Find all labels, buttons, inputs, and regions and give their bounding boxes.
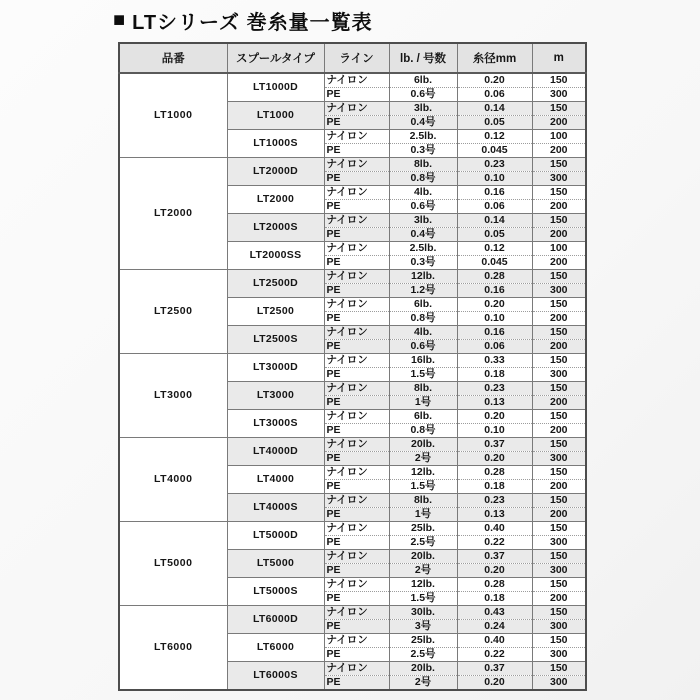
diameter-cell: 0.28 [457, 466, 532, 480]
line-type-cell: PE [324, 284, 389, 298]
table-row [119, 73, 586, 88]
length-cell: 150 [532, 73, 586, 88]
length-cell: 150 [532, 326, 586, 340]
length-cell: 150 [532, 438, 586, 452]
lb-cell: 1.5号 [389, 480, 457, 494]
line-type-cell: ナイロン [324, 298, 389, 312]
length-cell: 200 [532, 480, 586, 494]
diameter-cell: 0.20 [457, 73, 532, 88]
line-type-cell: PE [324, 592, 389, 606]
length-cell: 300 [532, 172, 586, 186]
line-type-cell: PE [324, 424, 389, 438]
table-row [119, 270, 586, 284]
spool-cell: LT5000D [227, 522, 324, 550]
diameter-cell: 0.12 [457, 130, 532, 144]
lb-cell: 1.5号 [389, 368, 457, 382]
line-type-cell: PE [324, 676, 389, 691]
diameter-cell: 0.06 [457, 200, 532, 214]
lb-cell: 25lb. [389, 634, 457, 648]
diameter-cell: 0.16 [457, 186, 532, 200]
diameter-cell: 0.22 [457, 536, 532, 550]
header-length: m [532, 43, 586, 73]
length-cell: 150 [532, 550, 586, 564]
length-cell: 150 [532, 634, 586, 648]
lb-cell: 4lb. [389, 186, 457, 200]
line-type-cell: ナイロン [324, 214, 389, 228]
diameter-cell: 0.13 [457, 508, 532, 522]
page-title [113, 6, 373, 35]
spool-cell: LT4000 [227, 466, 324, 494]
spool-cell: LT2000SS [227, 242, 324, 270]
model-cell-lt4000: LT4000 [119, 438, 227, 522]
line-type-cell: PE [324, 200, 389, 214]
header-row [119, 43, 586, 73]
lb-cell: 6lb. [389, 298, 457, 312]
length-cell: 300 [532, 564, 586, 578]
diameter-cell: 0.06 [457, 340, 532, 354]
table-row [119, 522, 586, 536]
table-body [119, 73, 586, 690]
lb-cell: 1号 [389, 508, 457, 522]
diameter-cell: 0.10 [457, 424, 532, 438]
line-type-cell: ナイロン [324, 522, 389, 536]
length-cell: 150 [532, 214, 586, 228]
length-cell: 300 [532, 676, 586, 691]
spool-cell: LT2500S [227, 326, 324, 354]
diameter-cell: 0.10 [457, 312, 532, 326]
line-type-cell: PE [324, 228, 389, 242]
spool-cell: LT2000S [227, 214, 324, 242]
line-type-cell: ナイロン [324, 662, 389, 676]
line-type-cell: ナイロン [324, 158, 389, 172]
line-type-cell: PE [324, 312, 389, 326]
lb-cell: 0.8号 [389, 424, 457, 438]
lb-cell: 12lb. [389, 466, 457, 480]
diameter-cell: 0.20 [457, 410, 532, 424]
diameter-cell: 0.12 [457, 242, 532, 256]
diameter-cell: 0.43 [457, 606, 532, 620]
lb-cell: 16lb. [389, 354, 457, 368]
diameter-cell: 0.18 [457, 592, 532, 606]
line-capacity-table [118, 42, 587, 691]
spool-cell: LT2500 [227, 298, 324, 326]
lb-cell: 8lb. [389, 158, 457, 172]
diameter-cell: 0.16 [457, 326, 532, 340]
diameter-cell: 0.20 [457, 564, 532, 578]
lb-cell: 2.5lb. [389, 130, 457, 144]
line-type-cell: PE [324, 144, 389, 158]
diameter-cell: 0.40 [457, 634, 532, 648]
line-type-cell: ナイロン [324, 354, 389, 368]
line-type-cell: PE [324, 88, 389, 102]
lb-cell: 0.6号 [389, 88, 457, 102]
diameter-cell: 0.37 [457, 438, 532, 452]
length-cell: 150 [532, 102, 586, 116]
line-type-cell: ナイロン [324, 634, 389, 648]
line-type-cell: PE [324, 396, 389, 410]
length-cell: 300 [532, 284, 586, 298]
spool-cell: LT1000S [227, 130, 324, 158]
spool-cell: LT2500D [227, 270, 324, 298]
length-cell: 200 [532, 424, 586, 438]
length-cell: 150 [532, 606, 586, 620]
line-type-cell: PE [324, 564, 389, 578]
diameter-cell: 0.24 [457, 620, 532, 634]
line-type-cell: ナイロン [324, 578, 389, 592]
line-type-cell: ナイロン [324, 186, 389, 200]
line-type-cell: PE [324, 508, 389, 522]
line-type-cell: ナイロン [324, 242, 389, 256]
lb-cell: 6lb. [389, 73, 457, 88]
lb-cell: 2号 [389, 676, 457, 691]
length-cell: 300 [532, 648, 586, 662]
line-type-cell: ナイロン [324, 382, 389, 396]
line-type-cell: PE [324, 648, 389, 662]
lb-cell: 0.8号 [389, 172, 457, 186]
header-line: ライン [324, 43, 389, 73]
diameter-cell: 0.045 [457, 256, 532, 270]
header-spool-type: スプールタイプ [227, 43, 324, 73]
line-type-cell: ナイロン [324, 130, 389, 144]
lb-cell: 0.3号 [389, 144, 457, 158]
length-cell: 150 [532, 354, 586, 368]
length-cell: 150 [532, 494, 586, 508]
diameter-cell: 0.20 [457, 298, 532, 312]
table-row [119, 354, 586, 368]
length-cell: 150 [532, 410, 586, 424]
lb-cell: 4lb. [389, 326, 457, 340]
diameter-cell: 0.37 [457, 662, 532, 676]
line-type-cell: PE [324, 620, 389, 634]
lb-cell: 1.2号 [389, 284, 457, 298]
lb-cell: 30lb. [389, 606, 457, 620]
diameter-cell: 0.05 [457, 228, 532, 242]
table-row [119, 438, 586, 452]
table-row [119, 158, 586, 172]
length-cell: 200 [532, 396, 586, 410]
length-cell: 150 [532, 382, 586, 396]
diameter-cell: 0.10 [457, 172, 532, 186]
lb-cell: 0.6号 [389, 200, 457, 214]
length-cell: 150 [532, 578, 586, 592]
line-type-cell: PE [324, 256, 389, 270]
spool-cell: LT6000 [227, 634, 324, 662]
spool-cell: LT5000 [227, 550, 324, 578]
length-cell: 100 [532, 130, 586, 144]
length-cell: 150 [532, 466, 586, 480]
line-type-cell: PE [324, 172, 389, 186]
line-type-cell: PE [324, 340, 389, 354]
diameter-cell: 0.23 [457, 382, 532, 396]
length-cell: 200 [532, 508, 586, 522]
lb-cell: 8lb. [389, 382, 457, 396]
diameter-cell: 0.14 [457, 102, 532, 116]
diameter-cell: 0.13 [457, 396, 532, 410]
header-lb: lb. / 号数 [389, 43, 457, 73]
title-bullet-icon: ■ [113, 8, 127, 31]
lb-cell: 3lb. [389, 102, 457, 116]
lb-cell: 0.3号 [389, 256, 457, 270]
spool-cell: LT4000S [227, 494, 324, 522]
length-cell: 150 [532, 186, 586, 200]
spool-cell: LT2000 [227, 186, 324, 214]
lb-cell: 0.4号 [389, 228, 457, 242]
line-type-cell: PE [324, 116, 389, 130]
diameter-cell: 0.16 [457, 284, 532, 298]
lb-cell: 0.8号 [389, 312, 457, 326]
length-cell: 150 [532, 298, 586, 312]
lb-cell: 8lb. [389, 494, 457, 508]
lb-cell: 3lb. [389, 214, 457, 228]
line-type-cell: ナイロン [324, 326, 389, 340]
length-cell: 300 [532, 452, 586, 466]
lb-cell: 1.5号 [389, 592, 457, 606]
diameter-cell: 0.22 [457, 648, 532, 662]
length-cell: 300 [532, 88, 586, 102]
spool-cell: LT1000 [227, 102, 324, 130]
line-type-cell: PE [324, 536, 389, 550]
lb-cell: 12lb. [389, 270, 457, 284]
line-type-cell: PE [324, 368, 389, 382]
spool-cell: LT1000D [227, 73, 324, 102]
length-cell: 200 [532, 592, 586, 606]
model-cell-lt5000: LT5000 [119, 522, 227, 606]
length-cell: 100 [532, 242, 586, 256]
line-type-cell: ナイロン [324, 466, 389, 480]
diameter-cell: 0.045 [457, 144, 532, 158]
model-cell-lt3000: LT3000 [119, 354, 227, 438]
diameter-cell: 0.18 [457, 480, 532, 494]
length-cell: 300 [532, 620, 586, 634]
lb-cell: 2.5号 [389, 536, 457, 550]
spool-cell: LT2000D [227, 158, 324, 186]
diameter-cell: 0.40 [457, 522, 532, 536]
spool-cell: LT3000S [227, 410, 324, 438]
header-diameter: 糸径mm [457, 43, 532, 73]
line-type-cell: ナイロン [324, 550, 389, 564]
header-model: 品番 [119, 43, 227, 73]
lb-cell: 1号 [389, 396, 457, 410]
length-cell: 200 [532, 116, 586, 130]
lb-cell: 3号 [389, 620, 457, 634]
length-cell: 200 [532, 312, 586, 326]
page-title-text: LTシリーズ 巻糸量一覧表 [132, 12, 373, 34]
diameter-cell: 0.14 [457, 214, 532, 228]
diameter-cell: 0.05 [457, 116, 532, 130]
spool-cell: LT3000 [227, 382, 324, 410]
spool-cell: LT6000S [227, 662, 324, 691]
lb-cell: 6lb. [389, 410, 457, 424]
lb-cell: 0.6号 [389, 340, 457, 354]
lb-cell: 20lb. [389, 550, 457, 564]
length-cell: 200 [532, 340, 586, 354]
model-cell-lt6000: LT6000 [119, 606, 227, 691]
spool-cell: LT5000S [227, 578, 324, 606]
length-cell: 150 [532, 158, 586, 172]
length-cell: 150 [532, 662, 586, 676]
line-type-cell: ナイロン [324, 410, 389, 424]
length-cell: 300 [532, 536, 586, 550]
length-cell: 150 [532, 522, 586, 536]
line-type-cell: ナイロン [324, 494, 389, 508]
line-type-cell: ナイロン [324, 438, 389, 452]
length-cell: 200 [532, 228, 586, 242]
length-cell: 200 [532, 256, 586, 270]
lb-cell: 0.4号 [389, 116, 457, 130]
diameter-cell: 0.33 [457, 354, 532, 368]
diameter-cell: 0.18 [457, 368, 532, 382]
lb-cell: 2号 [389, 564, 457, 578]
spool-cell: LT3000D [227, 354, 324, 382]
lb-cell: 2.5lb. [389, 242, 457, 256]
diameter-cell: 0.28 [457, 270, 532, 284]
model-cell-lt2500: LT2500 [119, 270, 227, 354]
lb-cell: 25lb. [389, 522, 457, 536]
diameter-cell: 0.20 [457, 452, 532, 466]
diameter-cell: 0.20 [457, 676, 532, 691]
diameter-cell: 0.23 [457, 494, 532, 508]
line-type-cell: PE [324, 452, 389, 466]
lb-cell: 20lb. [389, 662, 457, 676]
lb-cell: 2.5号 [389, 648, 457, 662]
line-type-cell: PE [324, 480, 389, 494]
diameter-cell: 0.23 [457, 158, 532, 172]
line-type-cell: ナイロン [324, 270, 389, 284]
lb-cell: 12lb. [389, 578, 457, 592]
length-cell: 200 [532, 144, 586, 158]
length-cell: 200 [532, 200, 586, 214]
model-cell-lt1000: LT1000 [119, 73, 227, 158]
model-cell-lt2000: LT2000 [119, 158, 227, 270]
lb-cell: 2号 [389, 452, 457, 466]
lb-cell: 20lb. [389, 438, 457, 452]
diameter-cell: 0.06 [457, 88, 532, 102]
spool-cell: LT4000D [227, 438, 324, 466]
line-type-cell: ナイロン [324, 606, 389, 620]
diameter-cell: 0.28 [457, 578, 532, 592]
spool-cell: LT6000D [227, 606, 324, 634]
line-type-cell: ナイロン [324, 102, 389, 116]
table-row [119, 606, 586, 620]
line-type-cell: ナイロン [324, 73, 389, 88]
length-cell: 150 [532, 270, 586, 284]
diameter-cell: 0.37 [457, 550, 532, 564]
length-cell: 300 [532, 368, 586, 382]
